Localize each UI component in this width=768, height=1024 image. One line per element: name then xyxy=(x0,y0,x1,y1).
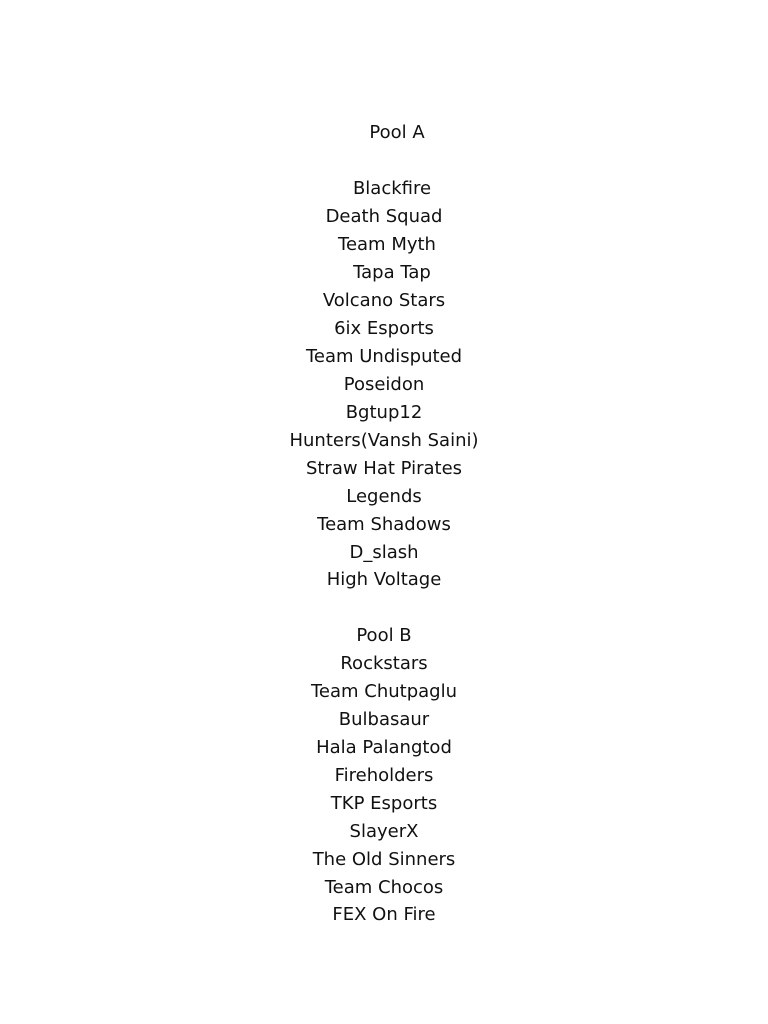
pool-b-team: Bulbasaur xyxy=(338,709,430,730)
pool-a-team: Death Squad xyxy=(325,206,443,227)
pool-b-team: Fireholders xyxy=(334,765,434,786)
pool-a-team: Blackfire xyxy=(352,178,432,199)
pool-b-team: Rockstars xyxy=(340,653,428,674)
pool-a-team: Team Myth xyxy=(338,234,436,255)
pool-a-team: 6ix Esports xyxy=(334,318,434,339)
pool-a-team: Hunters(Vansh Saini) xyxy=(289,430,479,451)
pool-a-team: Team Shadows xyxy=(317,514,451,535)
pool-a-team: Straw Hat Pirates xyxy=(305,458,463,479)
pool-b-team: Hala Palangtod xyxy=(316,737,452,758)
pool-b-team: Team Chocos xyxy=(324,877,444,898)
pool-a-team: Tapa Tap xyxy=(353,262,431,283)
pool-b-team: Team Chutpaglu xyxy=(310,681,458,702)
pool-a-team: High Voltage xyxy=(326,569,442,590)
pool-a-team: Poseidon xyxy=(343,374,425,395)
pool-a-team: Team Undisputed xyxy=(305,346,463,367)
pool-a-team: D_slash xyxy=(349,542,419,563)
pool-a-team: Bgtup12 xyxy=(345,402,423,423)
pool-b-team: TKP Esports xyxy=(330,793,438,814)
pool-b-team: The Old Sinners xyxy=(312,849,456,870)
pool-b-heading: Pool B xyxy=(356,625,412,646)
pool-a-heading: Pool A xyxy=(369,122,425,143)
pool-b-team: FEX On Fire xyxy=(332,904,436,925)
pool-b-team: SlayerX xyxy=(349,821,419,842)
pool-a-team: Volcano Stars xyxy=(322,290,446,311)
pool-a-team: Legends xyxy=(346,486,422,507)
